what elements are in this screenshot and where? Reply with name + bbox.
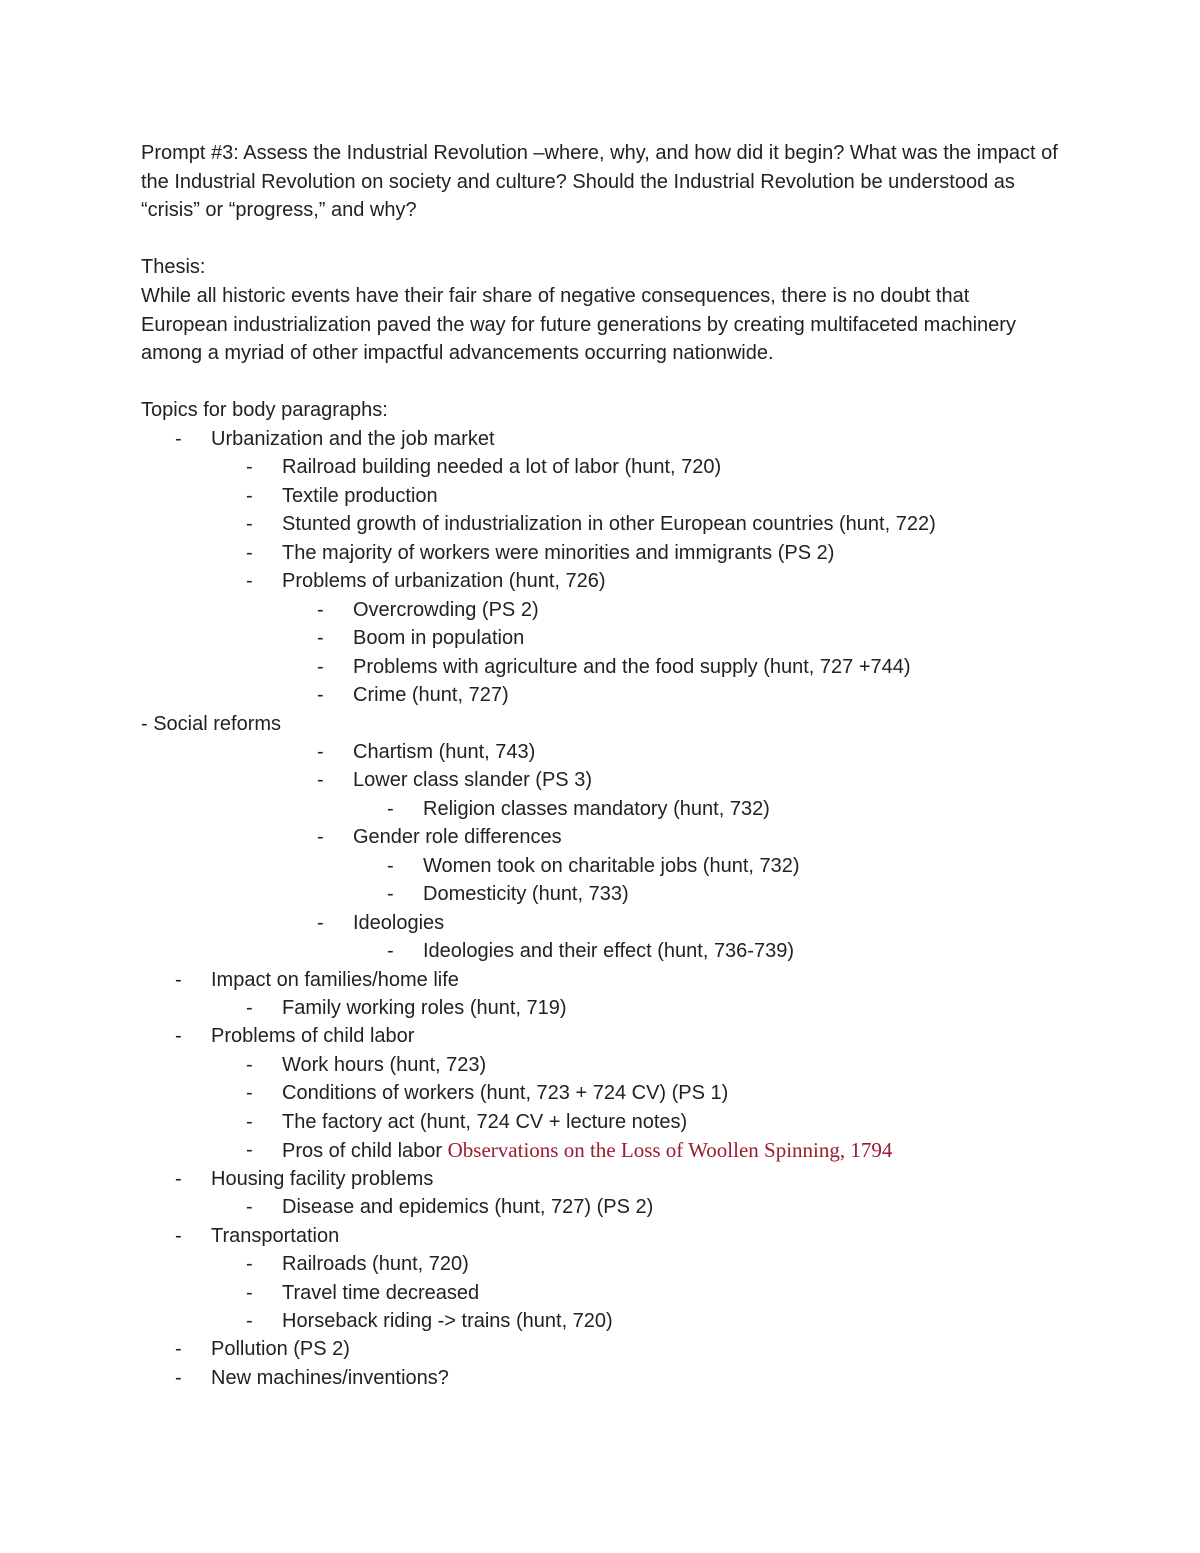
outline-item-text bbox=[211, 1022, 414, 1050]
outline-item bbox=[0, 1165, 1200, 1193]
thesis-text: While all historic events have their fair share of negative consequences, there is no doubt that European industrialization paved the way for future generations by creating multifaceted machinery among a myriad of other impactful advancements occurring nationwide. bbox=[141, 285, 1016, 364]
bullet-dash: - bbox=[246, 570, 253, 593]
outline-item-label: New machines/inventions? bbox=[211, 1366, 449, 1389]
outline-item-text bbox=[282, 453, 721, 481]
bullet-dash: - bbox=[317, 740, 324, 763]
outline-item-label: Conditions of workers (hunt, 723 + 724 CV) (PS 1) bbox=[282, 1082, 729, 1105]
outline-item bbox=[0, 567, 1200, 595]
bullet-dash: - bbox=[246, 1053, 253, 1076]
outline-item bbox=[0, 795, 1200, 823]
bullet-dash: - bbox=[387, 883, 394, 906]
outline-item-label: Problems of urbanization (hunt, 726) bbox=[282, 570, 606, 593]
outline-item-text bbox=[141, 710, 281, 738]
outline-item-text bbox=[423, 852, 800, 880]
outline-item bbox=[0, 852, 1200, 880]
bullet-dash: - bbox=[317, 627, 324, 650]
bullet-dash: - bbox=[317, 826, 324, 849]
outline-item-text bbox=[282, 567, 606, 595]
outline-item-label: Ideologies and their effect (hunt, 736-739) bbox=[423, 940, 794, 963]
outline-item bbox=[0, 1051, 1200, 1079]
outline-item bbox=[0, 1335, 1200, 1363]
outline-item bbox=[0, 1364, 1200, 1392]
outline-item-text bbox=[353, 909, 444, 937]
outline-item bbox=[0, 1079, 1200, 1107]
outline-item-label: - Social reforms bbox=[141, 712, 282, 735]
outline-item bbox=[0, 880, 1200, 908]
outline-item-text bbox=[353, 766, 592, 794]
outline-item bbox=[0, 510, 1200, 538]
outline-item bbox=[0, 596, 1200, 624]
outline-item-text bbox=[211, 425, 495, 453]
bullet-dash: - bbox=[317, 911, 324, 934]
outline-item bbox=[0, 738, 1200, 766]
outline-item-text bbox=[282, 510, 936, 538]
outline-item-label: Problems with agriculture and the food supply (hunt, 727 +744) bbox=[353, 655, 911, 678]
bullet-dash: - bbox=[246, 1309, 253, 1332]
outline-item bbox=[0, 1222, 1200, 1250]
outline-item bbox=[0, 1136, 1200, 1164]
outline-item-label: Pros of child labor bbox=[282, 1140, 448, 1163]
bullet-dash: - bbox=[175, 1224, 182, 1247]
bullet-dash: - bbox=[246, 1253, 253, 1276]
outline-item bbox=[0, 909, 1200, 937]
outline-item-text bbox=[211, 1222, 339, 1250]
outline-item-label: The factory act (hunt, 724 CV + lecture notes) bbox=[282, 1110, 688, 1133]
bullet-dash: - bbox=[175, 428, 182, 450]
outline-item-text bbox=[282, 1108, 687, 1136]
bullet-dash: - bbox=[387, 854, 394, 877]
outline-item-text bbox=[423, 880, 629, 908]
outline-item bbox=[0, 1279, 1200, 1307]
bullet-dash: - bbox=[246, 456, 253, 479]
outline-item bbox=[0, 1250, 1200, 1278]
outline-item bbox=[0, 966, 1200, 994]
outline-item bbox=[0, 766, 1200, 794]
outline-item-label: Pollution (PS 2) bbox=[211, 1338, 350, 1361]
outline-item-text bbox=[282, 1079, 728, 1107]
source-citation: Observations on the Loss of Woollen Spinning, 1794 bbox=[447, 1138, 893, 1163]
outline-item-text bbox=[353, 596, 539, 624]
outline-item-text bbox=[282, 994, 567, 1022]
outline-item-text bbox=[282, 1051, 486, 1079]
bullet-dash: - bbox=[246, 1281, 253, 1304]
outline-item bbox=[0, 653, 1200, 681]
bullet-dash: - bbox=[317, 684, 324, 707]
outline-item-text bbox=[423, 937, 794, 965]
bullet-dash: - bbox=[246, 997, 253, 1019]
outline-item bbox=[0, 539, 1200, 567]
outline-item-label: Domesticity (hunt, 733) bbox=[423, 883, 629, 906]
outline-item bbox=[0, 624, 1200, 652]
outline-item-label: Disease and epidemics (hunt, 727) (PS 2) bbox=[282, 1196, 654, 1219]
outline-item-text bbox=[282, 1193, 653, 1221]
outline-item bbox=[0, 994, 1200, 1022]
outline-item-text bbox=[211, 1335, 350, 1363]
outline-item-text bbox=[282, 1136, 892, 1165]
topics-label: Topics for body paragraphs: bbox=[141, 399, 388, 421]
bullet-dash: - bbox=[387, 940, 394, 963]
outline-item-label: Crime (hunt, 727) bbox=[353, 684, 509, 707]
outline-item-label: Lower class slander (PS 3) bbox=[353, 769, 592, 792]
outline-item-label: Travel time decreased bbox=[282, 1281, 480, 1304]
outline-item-label: Horseback riding -> trains (hunt, 720) bbox=[282, 1309, 613, 1332]
outline-item-label: Railroad building needed a lot of labor (hunt, 720) bbox=[282, 456, 722, 479]
outline-item bbox=[0, 1193, 1200, 1221]
outline-item-label: Work hours (hunt, 723) bbox=[282, 1053, 487, 1076]
thesis-label: Thesis: bbox=[141, 256, 206, 278]
bullet-dash: - bbox=[175, 1167, 182, 1190]
outline-item bbox=[0, 453, 1200, 481]
outline-item bbox=[0, 482, 1200, 510]
bullet-dash: - bbox=[246, 1110, 253, 1133]
outline-item-text bbox=[282, 539, 834, 567]
outline-item-text bbox=[282, 1279, 479, 1307]
outline-item-label: Gender role differences bbox=[353, 826, 562, 849]
outline-item-label: Textile production bbox=[282, 484, 438, 507]
outline-item-label: Housing facility problems bbox=[211, 1167, 434, 1190]
outline-item-text bbox=[353, 738, 535, 766]
outline-item bbox=[0, 425, 1200, 453]
bullet-dash: - bbox=[175, 968, 182, 991]
outline-item-text bbox=[211, 966, 459, 994]
outline-item-label: Problems of child labor bbox=[211, 1025, 415, 1048]
bullet-dash: - bbox=[246, 484, 253, 507]
bullet-dash: - bbox=[175, 1025, 182, 1048]
bullet-dash: - bbox=[387, 797, 394, 820]
outline-item-text bbox=[353, 823, 562, 851]
outline-item-label: Transportation bbox=[211, 1224, 340, 1247]
outline-item-label: The majority of workers were minorities and immigrants (PS 2) bbox=[282, 541, 835, 564]
outline-item-text bbox=[211, 1364, 449, 1392]
bullet-dash: - bbox=[246, 541, 253, 564]
outline-item bbox=[0, 710, 1200, 738]
bullet-dash: - bbox=[175, 1366, 182, 1389]
outline-item-label: Urbanization and the job market bbox=[211, 428, 495, 450]
bullet-dash: - bbox=[246, 1196, 253, 1219]
bullet-dash: - bbox=[317, 769, 324, 792]
outline-item-label: Boom in population bbox=[353, 627, 525, 650]
outline-item-label: Women took on charitable jobs (hunt, 732) bbox=[423, 854, 800, 877]
outline-item bbox=[0, 1022, 1200, 1050]
outline-item bbox=[0, 1108, 1200, 1136]
outline-item-label: Family working roles (hunt, 719) bbox=[282, 997, 567, 1019]
bullet-dash: - bbox=[175, 1338, 182, 1361]
prompt-text: Prompt #3: Assess the Industrial Revolution –where, why, and how did it begin? What was the impact of the Industrial Revolution on society and culture? Should the Industrial Revolution be understood as “crisis” or “progress,” and why? bbox=[141, 142, 1058, 221]
outline-item-label: Religion classes mandatory (hunt, 732) bbox=[423, 797, 770, 820]
bullet-dash: - bbox=[246, 513, 253, 536]
outline-item bbox=[0, 937, 1200, 965]
bullet-dash: - bbox=[317, 655, 324, 678]
bullet-dash: - bbox=[246, 1139, 253, 1162]
outline-item-text bbox=[282, 1250, 469, 1278]
outline-item bbox=[0, 823, 1200, 851]
bullet-dash: - bbox=[246, 1082, 253, 1105]
outline-item-text bbox=[353, 624, 524, 652]
outline-item-label: Impact on families/home life bbox=[211, 968, 459, 991]
outline-item-text bbox=[282, 1307, 613, 1335]
outline-item-text bbox=[353, 681, 509, 709]
outline-item-text bbox=[353, 653, 911, 681]
outline-item-label: Overcrowding (PS 2) bbox=[353, 598, 539, 621]
outline-item-label: Chartism (hunt, 743) bbox=[353, 740, 536, 763]
outline-item-label: Railroads (hunt, 720) bbox=[282, 1253, 469, 1276]
outline-item-text bbox=[423, 795, 770, 823]
outline-item bbox=[0, 1307, 1200, 1335]
outline-item-label: Stunted growth of industrialization in other European countries (hunt, 722) bbox=[282, 513, 936, 536]
outline-item-text bbox=[282, 482, 438, 510]
outline-item-label: Ideologies bbox=[353, 911, 445, 934]
bullet-dash: - bbox=[317, 598, 324, 621]
outline-item bbox=[0, 681, 1200, 709]
outline-item-text bbox=[211, 1165, 433, 1193]
